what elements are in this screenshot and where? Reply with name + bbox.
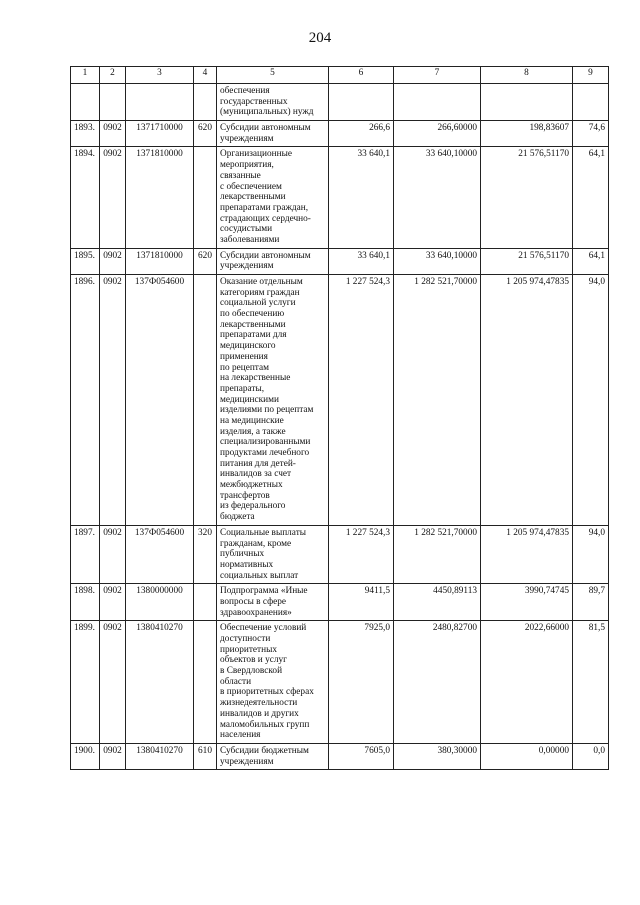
approved-amount-cell: 1 227 524,3 bbox=[329, 525, 394, 583]
description-cell: Организационные мероприятия, связанные с обеспечением лекарственными препаратами граждан, страдающих сердечно- сосудистыми заболеваниями bbox=[217, 147, 329, 248]
section-code-cell: 0902 bbox=[100, 121, 126, 147]
approved-amount-cell: 33 640,1 bbox=[329, 248, 394, 274]
section-code-cell bbox=[100, 84, 126, 121]
percent-cell bbox=[573, 84, 609, 121]
executed-amount-cell: 0,00000 bbox=[481, 743, 573, 769]
expense-type-cell bbox=[194, 275, 217, 526]
section-code-cell: 0902 bbox=[100, 525, 126, 583]
column-header: 1 bbox=[71, 67, 100, 84]
row-number-cell: 1899. bbox=[71, 621, 100, 744]
approved-amount-cell bbox=[329, 84, 394, 121]
executed-amount-cell: 3990,74745 bbox=[481, 584, 573, 621]
target-code-cell: 1380410270 bbox=[126, 621, 194, 744]
table-row bbox=[71, 84, 609, 121]
row-number-cell bbox=[71, 84, 100, 121]
expense-type-cell bbox=[194, 584, 217, 621]
executed-amount-cell: 1 205 974,47835 bbox=[481, 525, 573, 583]
table-row bbox=[71, 248, 609, 274]
planned-amount-cell: 4450,89113 bbox=[394, 584, 481, 621]
description-cell: Социальные выплаты гражданам, кроме публичных нормативных социальных выплат bbox=[217, 525, 329, 583]
expense-type-cell bbox=[194, 84, 217, 121]
approved-amount-cell: 1 227 524,3 bbox=[329, 275, 394, 526]
column-header: 6 bbox=[329, 67, 394, 84]
target-code-cell bbox=[126, 84, 194, 121]
expense-type-cell: 620 bbox=[194, 248, 217, 274]
approved-amount-cell: 266,6 bbox=[329, 121, 394, 147]
percent-cell: 94,0 bbox=[573, 525, 609, 583]
percent-cell: 81,5 bbox=[573, 621, 609, 744]
row-number-cell: 1893. bbox=[71, 121, 100, 147]
budget-table bbox=[70, 66, 609, 770]
planned-amount-cell: 266,60000 bbox=[394, 121, 481, 147]
page-number: 204 bbox=[308, 30, 332, 46]
target-code-cell: 137Ф054600 bbox=[126, 525, 194, 583]
row-number-cell: 1900. bbox=[71, 743, 100, 769]
planned-amount-cell: 33 640,10000 bbox=[394, 147, 481, 248]
executed-amount-cell: 21 576,51170 bbox=[481, 248, 573, 274]
row-number-cell: 1898. bbox=[71, 584, 100, 621]
percent-cell: 94,0 bbox=[573, 275, 609, 526]
percent-cell: 89,7 bbox=[573, 584, 609, 621]
description-cell: Подпрограмма «Иные вопросы в сфере здравоохранения» bbox=[217, 584, 329, 621]
executed-amount-cell: 21 576,51170 bbox=[481, 147, 573, 248]
description-cell: Оказание отдельным категориям граждан социальной услуги по обеспечению лекарственными препаратами для медицинского применения по рецептам на лекарственные препараты, медицинскими изделиями по рецептам на медицинские изделия, а также специализированными продуктами лечебного питания для детей- инвалидов за счет межбюджетных трансфертов из федерального бюджета bbox=[217, 275, 329, 526]
planned-amount-cell: 380,30000 bbox=[394, 743, 481, 769]
target-code-cell: 1371810000 bbox=[126, 248, 194, 274]
executed-amount-cell bbox=[481, 84, 573, 121]
expense-type-cell: 320 bbox=[194, 525, 217, 583]
planned-amount-cell: 33 640,10000 bbox=[394, 248, 481, 274]
column-header: 2 bbox=[100, 67, 126, 84]
column-header: 3 bbox=[126, 67, 194, 84]
section-code-cell: 0902 bbox=[100, 248, 126, 274]
target-code-cell: 1371810000 bbox=[126, 147, 194, 248]
table-row bbox=[71, 525, 609, 583]
column-header: 4 bbox=[194, 67, 217, 84]
percent-cell: 64,1 bbox=[573, 248, 609, 274]
planned-amount-cell: 1 282 521,70000 bbox=[394, 525, 481, 583]
expense-type-cell bbox=[194, 147, 217, 248]
table-row bbox=[71, 121, 609, 147]
row-number-cell: 1894. bbox=[71, 147, 100, 248]
target-code-cell: 1371710000 bbox=[126, 121, 194, 147]
section-code-cell: 0902 bbox=[100, 275, 126, 526]
section-code-cell: 0902 bbox=[100, 743, 126, 769]
planned-amount-cell bbox=[394, 84, 481, 121]
row-number-cell: 1895. bbox=[71, 248, 100, 274]
description-cell: Обеспечение условий доступности приоритетных объектов и услуг в Свердловской области в приоритетных сферах жизнедеятельности инвалидов и других маломобильных групп населения bbox=[217, 621, 329, 744]
table-header-row bbox=[71, 67, 609, 84]
table-row bbox=[71, 147, 609, 248]
row-number-cell: 1897. bbox=[71, 525, 100, 583]
percent-cell: 64,1 bbox=[573, 147, 609, 248]
table-row bbox=[71, 621, 609, 744]
approved-amount-cell: 9411,5 bbox=[329, 584, 394, 621]
row-number-cell: 1896. bbox=[71, 275, 100, 526]
approved-amount-cell: 7925,0 bbox=[329, 621, 394, 744]
planned-amount-cell: 2480,82700 bbox=[394, 621, 481, 744]
approved-amount-cell: 7605,0 bbox=[329, 743, 394, 769]
section-code-cell: 0902 bbox=[100, 621, 126, 744]
description-cell: Субсидии автономным учреждениям bbox=[217, 248, 329, 274]
description-cell: обеспечения государственных (муниципальных) нужд bbox=[217, 84, 329, 121]
target-code-cell: 1380000000 bbox=[126, 584, 194, 621]
executed-amount-cell: 2022,66000 bbox=[481, 621, 573, 744]
expense-type-cell: 610 bbox=[194, 743, 217, 769]
column-header: 8 bbox=[481, 67, 573, 84]
section-code-cell: 0902 bbox=[100, 584, 126, 621]
column-header: 5 bbox=[217, 67, 329, 84]
column-header: 9 bbox=[573, 67, 609, 84]
column-header: 7 bbox=[394, 67, 481, 84]
table-row bbox=[71, 743, 609, 769]
approved-amount-cell: 33 640,1 bbox=[329, 147, 394, 248]
description-cell: Субсидии автономным учреждениям bbox=[217, 121, 329, 147]
table-body bbox=[71, 84, 609, 770]
expense-type-cell bbox=[194, 621, 217, 744]
table-row bbox=[71, 275, 609, 526]
section-code-cell: 0902 bbox=[100, 147, 126, 248]
executed-amount-cell: 1 205 974,47835 bbox=[481, 275, 573, 526]
target-code-cell: 137Ф054600 bbox=[126, 275, 194, 526]
target-code-cell: 1380410270 bbox=[126, 743, 194, 769]
planned-amount-cell: 1 282 521,70000 bbox=[394, 275, 481, 526]
description-cell: Субсидии бюджетным учреждениям bbox=[217, 743, 329, 769]
percent-cell: 0,0 bbox=[573, 743, 609, 769]
table-row bbox=[71, 584, 609, 621]
expense-type-cell: 620 bbox=[194, 121, 217, 147]
executed-amount-cell: 198,83607 bbox=[481, 121, 573, 147]
percent-cell: 74,6 bbox=[573, 121, 609, 147]
